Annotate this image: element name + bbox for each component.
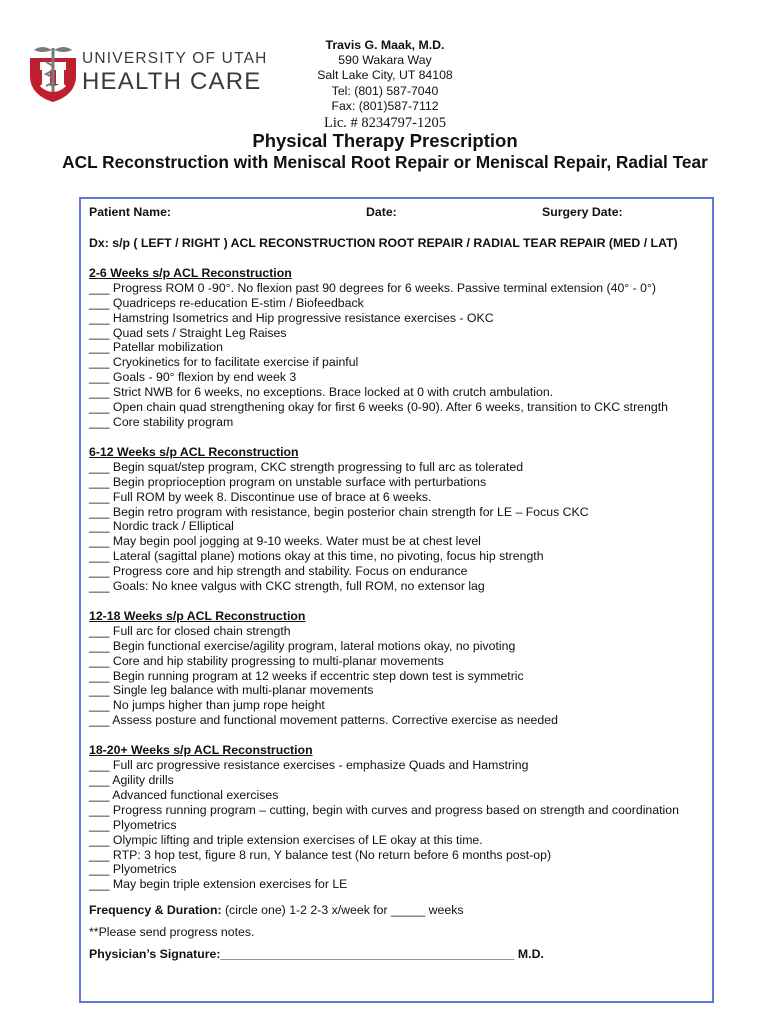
list-item: ___ Cryokinetics for to facilitate exercise if painful — [89, 355, 359, 370]
caduceus-shield-icon — [28, 44, 78, 106]
document-title-block — [60, 130, 710, 173]
list-item: ___ Open chain quad strengthening okay for first 6 weeks (0-90). After 6 weeks, transition to CKC strength — [89, 400, 668, 415]
list-item: ___ Begin functional exercise/agility program, lateral motions okay, no pivoting — [89, 638, 516, 653]
list-item: ___ Progress ROM 0 -90°. No flexion past 90 degrees for 6 weeks. Passive terminal extension (40° - 0°) — [89, 280, 657, 295]
phone-number: Tel: (801) 587-7040 — [331, 83, 439, 98]
list-item: ___ Progress core and hip strength and stability. Focus on endurance — [89, 564, 468, 579]
frequency-label: Frequency & Duration: — [89, 903, 222, 918]
list-item: ___ Assess posture and functional movement patterns. Corrective exercise as needed — [89, 713, 558, 728]
section-heading: 6-12 Weeks s/p ACL Reconstruction — [89, 444, 299, 459]
list-item: ___ Plyometrics — [89, 817, 177, 832]
list-item: ___ Hamstring Isometrics and Hip progressive resistance exercises - OKC — [89, 310, 494, 325]
date-field[interactable]: Date: — [366, 205, 397, 219]
list-item: ___ RTP: 3 hop test, figure 8 run, Y balance test (No return before 6 months post-op) — [89, 847, 552, 862]
list-item: ___ Quad sets / Straight Leg Raises — [89, 325, 287, 340]
list-item: ___ Begin running program at 12 weeks if eccentric step down test is symmetric — [89, 668, 524, 683]
list-item: ___ Olympic lifting and triple extension exercises of LE okay at this time. — [89, 832, 483, 847]
section-heading: 18-20+ Weeks s/p ACL Reconstruction — [89, 743, 313, 758]
list-item: ___ Single leg balance with multi-planar movements — [89, 683, 374, 698]
address-line-1: 590 Wakara Way — [338, 53, 432, 68]
page-title: Physical Therapy Prescription — [252, 130, 518, 151]
list-item: ___ Core stability program — [89, 414, 234, 429]
frequency-duration-line — [89, 903, 709, 918]
physician-signature-line[interactable]: Physician’s Signature:___________________________________________ M.D. — [89, 947, 544, 962]
list-item: ___ Lateral (sagittal plane) motions okay at this time, no pivoting, focus hip strength — [89, 549, 544, 564]
list-item: ___ Quadriceps re-education E-stim / Biofeedback — [89, 295, 364, 310]
section-heading: 2-6 Weeks s/p ACL Reconstruction — [89, 265, 292, 280]
logo-health-care-text: HEALTH CARE — [82, 68, 262, 95]
diagnosis-line: Dx: s/p ( LEFT / RIGHT ) ACL RECONSTRUCTION ROOT REPAIR / RADIAL TEAR REPAIR (MED / LAT) — [89, 236, 678, 250]
list-item: ___ Nordic track / Elliptical — [89, 519, 234, 534]
list-item: ___ May begin pool jogging at 9-10 weeks. Water must be at chest level — [89, 534, 481, 549]
list-item: ___ Agility drills — [89, 773, 174, 787]
list-item: ___ Full arc for closed chain strength — [89, 623, 291, 638]
prescription-form — [89, 205, 709, 962]
section-6-12-weeks — [89, 445, 709, 594]
list-item: ___ Begin squat/step program, CKC strength progressing to full arc as tolerated — [89, 459, 524, 474]
list-item: ___ Advanced functional exercises — [89, 787, 279, 802]
patient-name-field[interactable]: Patient Name: — [89, 205, 172, 219]
section-heading: 12-18 Weeks s/p ACL Reconstruction — [89, 608, 306, 623]
surgery-date-field[interactable]: Surgery Date: — [542, 205, 623, 219]
physician-name: Travis G. Maak, M.D. — [325, 38, 445, 52]
license-number: Lic. # 8234797-1205 — [323, 115, 447, 132]
list-item: ___ Goals: No knee valgus with CKC strength, full ROM, no extensor lag — [89, 579, 485, 594]
address-line-2: Salt Lake City, UT 84108 — [317, 68, 453, 83]
list-item: ___ Full ROM by week 8. Discontinue use of brace at 6 weeks. — [89, 489, 432, 504]
list-item: ___ Progress running program – cutting, begin with curves and progress based on strength and coordination — [89, 802, 679, 817]
list-item: ___ Patellar mobilization — [89, 340, 223, 355]
fax-number: Fax: (801)587-7112 — [331, 98, 439, 113]
list-item: ___ Begin retro program with resistance, begin posterior chain strength for LE – Focus CKC — [89, 504, 589, 519]
list-item: ___ Begin proprioception program on unstable surface with perturbations — [89, 474, 487, 489]
patient-info-row — [89, 205, 709, 223]
page-subtitle: ACL Reconstruction with Meniscal Root Repair or Meniscal Repair, Radial Tear — [62, 152, 708, 172]
list-item: ___ Core and hip stability progressing to multi-planar movements — [89, 653, 444, 668]
physician-header — [290, 38, 480, 132]
section-12-18-weeks — [89, 609, 709, 728]
list-item: ___ May begin triple extension exercises for LE — [89, 877, 348, 892]
frequency-options: (circle one) 1-2 2-3 x/week for _____ weeks — [221, 903, 464, 918]
progress-notes-request: **Please send progress notes. — [89, 925, 255, 940]
list-item: ___ Goals - 90° flexion by end week 3 — [89, 370, 297, 385]
list-item: ___ Plyometrics — [89, 862, 177, 877]
logo-university-text: UNIVERSITY OF UTAH — [82, 50, 268, 67]
section-18-20-weeks — [89, 743, 709, 892]
university-logo — [28, 44, 268, 106]
list-item: ___ Full arc progressive resistance exercises - emphasize Quads and Hamstring — [89, 758, 529, 773]
list-item: ___ Strict NWB for 6 weeks, no exceptions. Brace locked at 0 with crutch ambulation. — [89, 385, 554, 400]
list-item: ___ No jumps higher than jump rope height — [89, 698, 325, 713]
section-2-6-weeks — [89, 266, 709, 430]
